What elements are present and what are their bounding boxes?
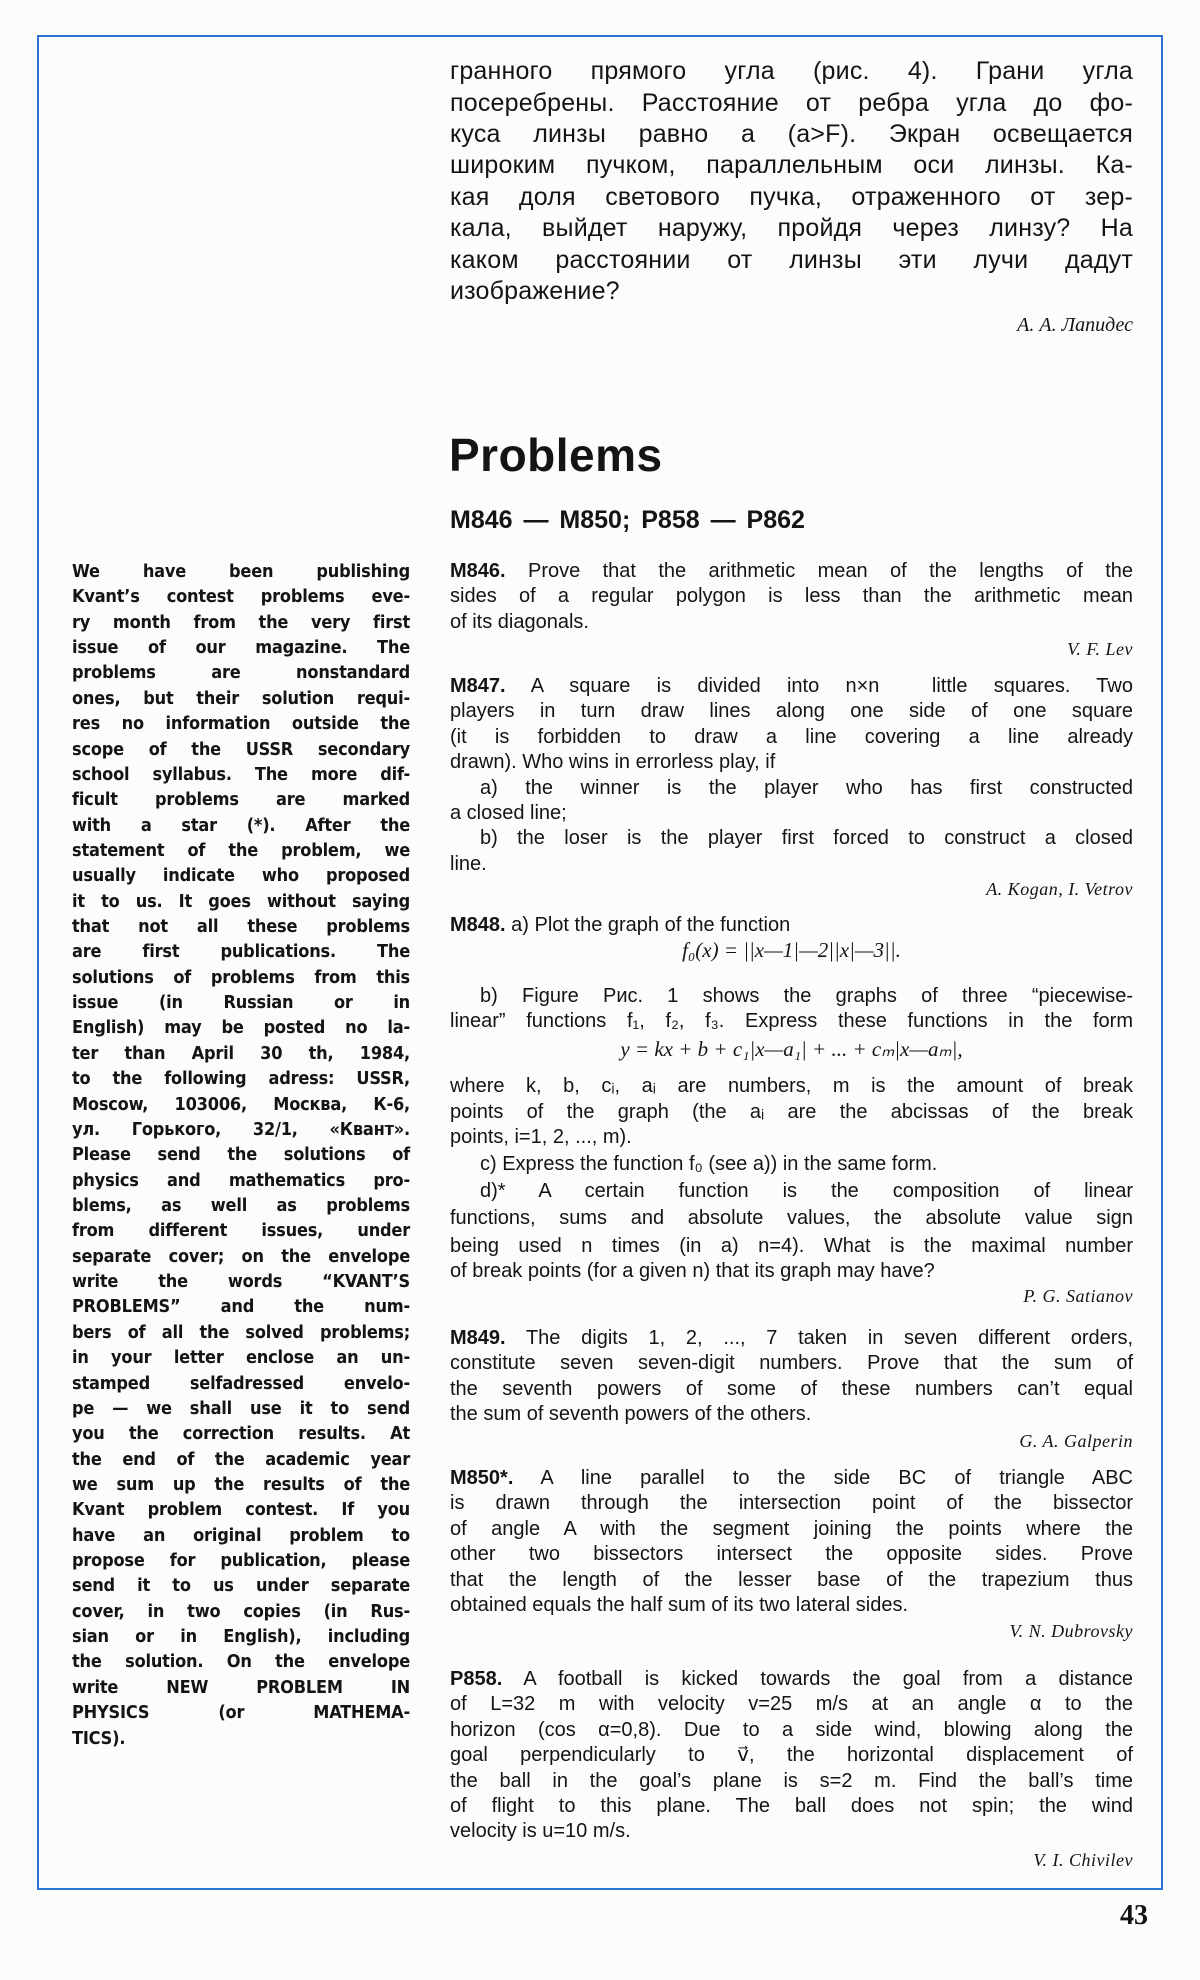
sidebar-line: from different issues, under	[72, 1220, 410, 1242]
problem-line: drawn). Who wins in errorless play, if	[450, 751, 776, 774]
ru-line: посеребрены. Расстояние от ребра угла до фо-	[450, 89, 1133, 117]
problem-line: players in turn draw lines along one side of one square	[450, 700, 1133, 723]
ru-line: кала, выйдет наружу, пройдя через линзу? На	[450, 214, 1133, 242]
problem-line: of flight to this plane. The ball does not spin; the wind	[450, 1795, 1133, 1817]
page-number: 43	[1120, 1900, 1148, 1931]
sidebar-line: cover, in two copies (in Rus-	[72, 1600, 410, 1622]
problem-number: M847.	[450, 675, 506, 697]
problem-line	[450, 674, 1133, 699]
problem-text: A football is kicked towards the goal from a distance	[502, 1668, 1133, 1690]
problem-line: d)* A certain function is the composition of linear	[480, 1180, 1133, 1202]
sidebar-line: TICS).	[72, 1727, 126, 1749]
ru-line: куса линзы равно a (a>F). Экран освещается	[450, 120, 1133, 148]
problem-line	[450, 1667, 1133, 1692]
problem-number: M848.	[450, 914, 506, 936]
problem-line	[450, 1326, 1133, 1351]
problem-text: a) Plot the graph of the function	[505, 914, 791, 936]
problem-author: V. F. Lev	[1067, 639, 1133, 659]
sidebar-line: it to us. It goes without saying	[72, 890, 410, 912]
ru-line: изображение?	[450, 277, 620, 305]
sidebar-line: school syllabus. The more dif-	[72, 763, 410, 785]
problem-line: is drawn through the intersection point of the bissector	[450, 1492, 1133, 1515]
sidebar-line: in your letter enclose an un-	[72, 1347, 410, 1369]
sidebar-line: PROBLEMS” and the num-	[72, 1296, 410, 1318]
problem-line: of angle A with the segment joining the points where the	[450, 1517, 1133, 1540]
problem-line: the ball in the goal’s plane is s=2 m. Find the ball’s time	[450, 1769, 1133, 1792]
problem-number: P858.	[450, 1668, 503, 1690]
sidebar-line: We have been publishing	[72, 561, 410, 582]
problem-line: constitute seven seven-digit numbers. Prove that the sum of	[450, 1352, 1133, 1375]
problem-line: functions, sums and absolute values, the absolute value sign	[450, 1207, 1133, 1229]
problem-line: where k, b, cᵢ, aᵢ are numbers, m is the amount of break	[450, 1075, 1133, 1097]
sidebar-line: send it to us under separate	[72, 1575, 410, 1597]
problem-line: points of the graph (the aᵢ are the abcissas of the break	[450, 1101, 1133, 1123]
problem-text: Prove that the arithmetic mean of the lengths of the	[505, 560, 1133, 582]
sidebar-line: ter than April 30 th, 1984,	[72, 1042, 410, 1064]
formula: f₀(x) = ||x—1|—2||x|—3||.	[682, 938, 901, 962]
problem-line: points, i=1, 2, ..., m).	[450, 1126, 632, 1148]
sidebar-line: English) may be posted no la-	[72, 1017, 410, 1039]
sidebar-line: solutions of problems from this	[72, 966, 410, 988]
sidebar-line: PHYSICS (or MATHEMA-	[72, 1702, 410, 1724]
sidebar-line: statement of the problem, we	[72, 839, 410, 861]
problem-line	[450, 1466, 1133, 1491]
problem-range-subtitle: M846 — M850; P858 — P862	[450, 506, 805, 534]
sidebar-line: you the correction results. At	[72, 1423, 410, 1445]
sidebar-line: are first publications. The	[72, 941, 410, 963]
sidebar-line: Kvant problem contest. If you	[72, 1499, 410, 1521]
problem-line: being used n times (in a) n=4). What is the maximal number	[450, 1235, 1133, 1257]
sidebar-line: separate cover; on the envelope	[72, 1245, 410, 1267]
ru-line: кая доля светового пучка, отраженного от зер-	[450, 183, 1133, 211]
sidebar-line: ones, but their solution requi-	[72, 687, 410, 709]
problem-text: A line parallel to the side BC of triangle ABC	[513, 1467, 1133, 1489]
sidebar-line: ул. Горького, 32/1, «Квант».	[72, 1118, 410, 1140]
sidebar-line: write NEW PROBLEM IN	[72, 1676, 410, 1698]
problem-line: obtained equals the half sum of its two lateral sides.	[450, 1594, 909, 1616]
problem-line: horizon (cos α=0,8). Due to a side wind, blowing along the	[450, 1718, 1133, 1741]
problem-line	[450, 559, 1133, 584]
problem-number: M846.	[450, 560, 506, 582]
sidebar-line: problems are nonstandard	[72, 662, 410, 684]
sidebar-line: blems, as well as problems	[72, 1195, 410, 1216]
problem-line: goal perpendicularly to v⃗, the horizontal displacement of	[450, 1744, 1133, 1767]
ru-line: гранного прямого угла (рис. 4). Грани угла	[450, 57, 1133, 85]
sidebar-line: Kvant’s contest problems eve-	[72, 586, 410, 608]
problem-line: velocity is u=10 m/s.	[450, 1820, 631, 1843]
problem-line: sides of a regular polygon is less than the arithmetic mean	[450, 585, 1133, 608]
problem-line: of its diagonals.	[450, 610, 589, 633]
ru-line: широким пучком, параллельным оси линзы. Ка-	[450, 151, 1133, 179]
sidebar-line: ry month from the very first	[72, 611, 410, 633]
sidebar-line: bers of all the solved problems;	[72, 1321, 410, 1343]
problem-line: a closed line;	[450, 802, 567, 824]
problem-author: P. G. Satianov	[1023, 1286, 1133, 1306]
sidebar-line: write the words “KVANT’S	[72, 1271, 410, 1293]
problem-number: M850*.	[450, 1467, 514, 1489]
sidebar-line: with a star (*). After the	[72, 814, 410, 836]
problem-author: G. A. Galperin	[1019, 1431, 1133, 1451]
sidebar-line: Please send the solutions of	[72, 1144, 410, 1166]
sidebar-line: res no information outside the	[72, 713, 410, 735]
problem-line: (it is forbidden to draw a line covering a line already	[450, 725, 1133, 748]
formula: y = kx + b + c₁|x—a₁| + ... + cₘ|x—aₘ|,	[620, 1037, 963, 1061]
page-title: Problems	[449, 429, 663, 481]
sidebar-line: issue (in Russian or in	[72, 992, 410, 1014]
sidebar-line: the solution. On the envelope	[72, 1651, 410, 1673]
problem-author: A. Kogan, I. Vetrov	[986, 879, 1133, 899]
sidebar-line: pe — we shall use it to send	[72, 1397, 410, 1419]
problem-line: the sum of seventh powers of the others.	[450, 1403, 812, 1426]
problem-author: V. I. Chivilev	[1033, 1850, 1133, 1870]
sidebar-line: issue of our magazine. The	[72, 637, 410, 659]
sidebar-line: we sum up the results of the	[72, 1473, 410, 1495]
ru-author: А. А. Лапидес	[1017, 314, 1133, 336]
problem-line: other two bissectors intersect the opposite sides. Prove	[450, 1543, 1133, 1566]
sidebar-line: physics and mathematics pro-	[72, 1169, 410, 1191]
problem-line: a) the winner is the player who has first constructed	[480, 776, 1133, 799]
problem-line: the seventh powers of some of these numbers can’t equal	[450, 1377, 1133, 1400]
problem-line: c) Express the function f₀ (see a)) in the same form.	[480, 1153, 938, 1175]
sidebar-line: to the following adress: USSR,	[72, 1068, 410, 1090]
problem-text: A square is divided into n×n little squares. Two	[505, 675, 1133, 697]
sidebar-line: usually indicate who proposed	[72, 865, 410, 887]
problem-line: b) Figure Рис. 1 shows the graphs of three “piecewise-	[480, 985, 1133, 1007]
problem-text: The digits 1, 2, ..., 7 taken in seven different orders,	[505, 1327, 1133, 1349]
sidebar-line: Moscow, 103006, Москва, К-6,	[72, 1093, 410, 1115]
problem-line: of break points (for a given n) that its graph may have?	[450, 1260, 935, 1282]
sidebar-line: propose for publication, please	[72, 1550, 410, 1572]
sidebar-line: sian or in English), including	[72, 1626, 410, 1648]
sidebar-line: scope of the USSR secondary	[72, 738, 410, 760]
sidebar-line: ficult problems are marked	[72, 789, 410, 811]
problem-line: line.	[450, 852, 487, 875]
problem-number: M849.	[450, 1327, 506, 1349]
problem-line: linear” functions f₁, f₂, f₃. Express these functions in the form	[450, 1010, 1133, 1032]
sidebar-line: the end of the academic year	[72, 1448, 410, 1470]
sidebar-line: have an original problem to	[72, 1524, 410, 1546]
sidebar-line: that not all these problems	[72, 916, 410, 938]
sidebar-line: stamped selfadressed envelo-	[72, 1372, 410, 1394]
problem-line: of L=32 m with velocity v=25 m/s at an angle α to the	[450, 1693, 1133, 1716]
ru-line: каком расстоянии от линзы эти лучи дадут	[450, 246, 1133, 274]
problem-line	[450, 913, 1133, 938]
problem-line: b) the loser is the player first forced to construct a closed	[480, 827, 1133, 850]
problem-author: V. N. Dubrovsky	[1009, 1621, 1133, 1641]
problem-line: that the length of the lesser base of the trapezium thus	[450, 1568, 1133, 1591]
